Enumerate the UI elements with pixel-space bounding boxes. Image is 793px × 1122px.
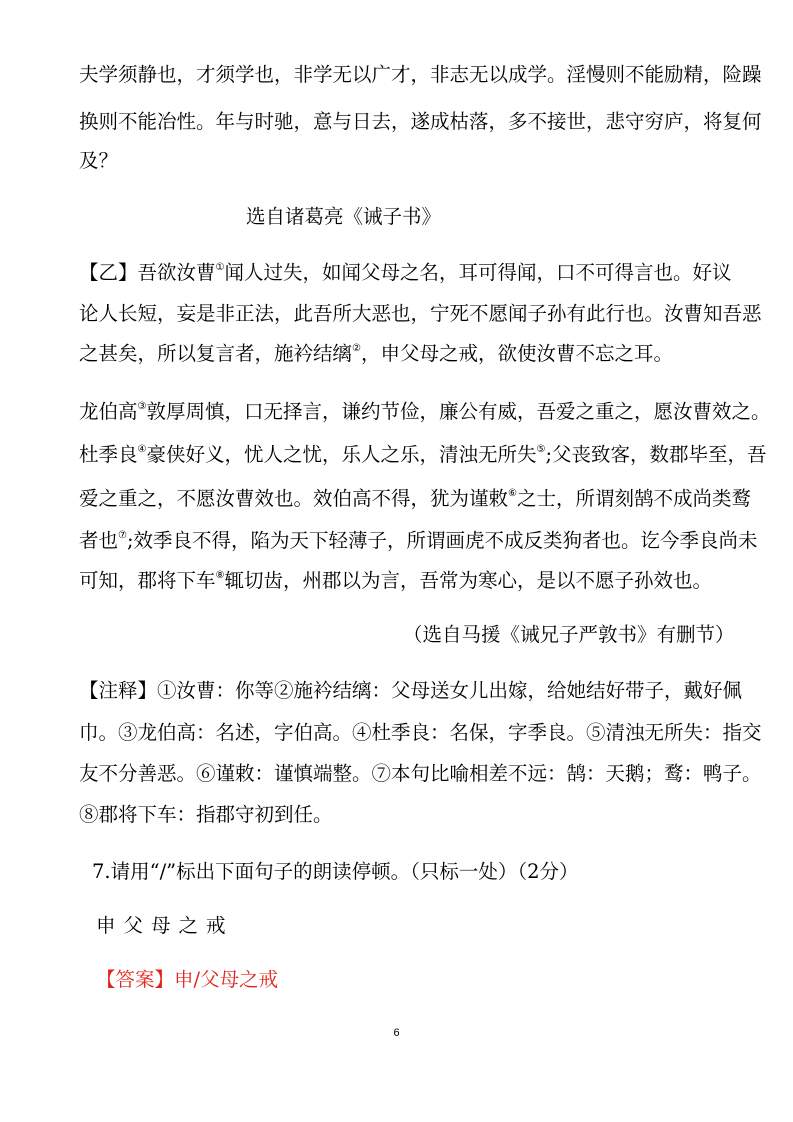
- note-ref-3: ③: [137, 400, 147, 412]
- yi-p1-line-2: 论人长短，妄是非正法，此吾所大恶也，宁死不愿闻子孙有此行也。汝曹知吾恶: [79, 302, 762, 325]
- note-ref-8: ⑧: [215, 569, 225, 581]
- notes-line-4: ⑧郡将下车：指郡守初到任。: [79, 803, 333, 826]
- yi-p2-line-4: 者也⑦;效季良不得，陷为天下轻薄子，所谓画虎不成反类狗者也。讫今季良尚未: [79, 529, 758, 552]
- answer-text: 申/父母之戒: [174, 968, 279, 991]
- jia-line-1: 夫学须静也，才须学也，非学无以广才，非志无以成学。淫慢则不能励精，险躁: [79, 63, 762, 86]
- question-7: 7.请用“/”标出下面句子的朗读停顿。（只标一处）（2分）: [92, 860, 579, 883]
- yi-p1-line-3: 之甚矣，所以复言者，施衿结缡②，申父母之戒，欲使汝曹不忘之耳。: [79, 342, 673, 365]
- jia-line-2: 换则不能冶性。年与时驰，意与日去，遂成枯落，多不接世，悲守穷庐，将复何: [79, 110, 762, 133]
- note-ref-4: ④: [137, 443, 147, 455]
- note-ref-7: ⑦: [118, 529, 127, 541]
- question-sentence: 申父母之戒: [96, 914, 234, 937]
- notes-line-2: 巾。③龙伯高：名述，字伯高。④杜季良：名保，字季良。⑤清浊无所失：指交: [79, 721, 762, 744]
- yi-p2-line-3: 爱之重之，不愿汝曹效也。效伯高不得，犹为谨敕⑥之士，所谓刻鹄不成尚类鹜: [79, 487, 751, 510]
- yi-p2-line-1: 龙伯高③敦厚周慎，口无择言，谦约节俭，廉公有威，吾爱之重之，愿汝曹效之。: [79, 400, 771, 423]
- note-ref-6: ⑥: [508, 487, 517, 499]
- yi-p1-line-1: 【乙】吾欲汝曹①闻人过失，如闻父母之名，耳可得闻，口不可得言也。好议: [79, 261, 732, 284]
- jia-source: 选自诸葛亮《诫子书》: [246, 205, 442, 228]
- answer: [96, 968, 278, 992]
- yi-p2-line-5: 可知，郡将下车⑧辄切齿，州郡以为言，吾常为寒心，是以不愿子孙效也。: [79, 569, 712, 592]
- answer-label: 【答案】: [96, 968, 175, 991]
- note-ref-2: ②: [352, 342, 361, 354]
- page-number: 6: [393, 1027, 400, 1039]
- yi-p2-line-2: 杜季良④豪侠好义，忧人之忧，乐人之乐，清浊无所失⑤;父丧致客，数郡毕至，吾: [79, 443, 767, 466]
- yi-source: （选自马援《诫兄子严敦书》有删节）: [403, 623, 735, 646]
- notes-line-3: 友不分善恶。⑥谨敕：谨慎端整。⑦本句比喻相差不远：鹄：天鹅；鹜：鸭子。: [79, 762, 762, 785]
- note-ref-1: ①: [215, 261, 225, 273]
- notes-line-1: 【注释】①汝曹：你等②施衿结缡：父母送女儿出嫁，给她结好带子，戴好佩: [79, 679, 743, 702]
- note-ref-5: ⑤: [536, 443, 546, 455]
- jia-line-3: 及？: [79, 149, 119, 172]
